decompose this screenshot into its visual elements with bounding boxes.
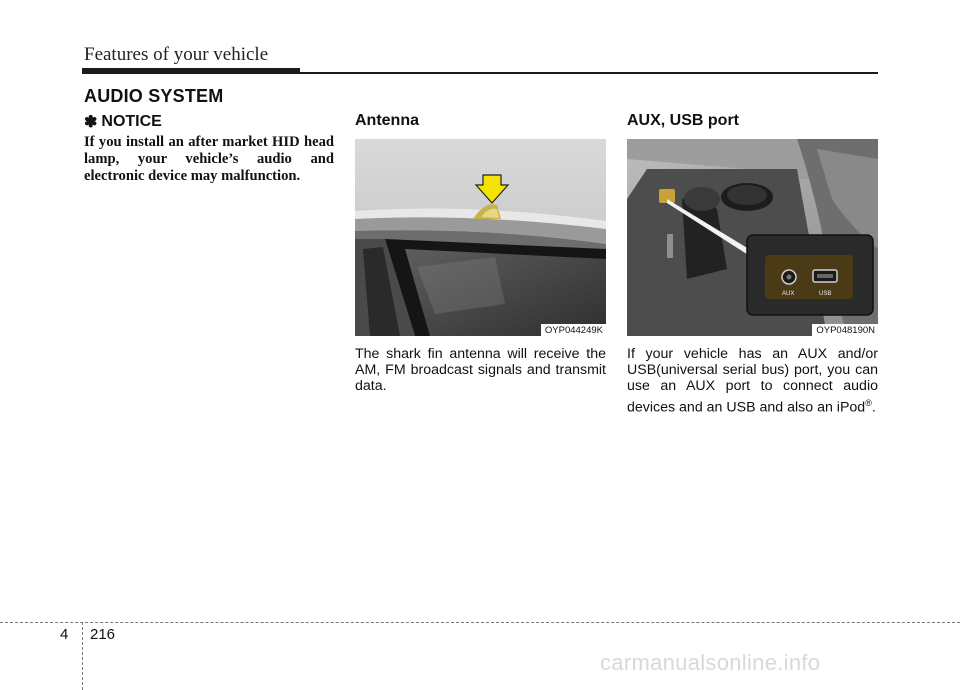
header-rule-thin	[300, 72, 878, 74]
antenna-illustration	[355, 139, 606, 336]
chapter-number: 4	[60, 626, 69, 643]
aux-usb-body-end: .	[871, 399, 876, 416]
header-rule-thick	[82, 68, 300, 74]
antenna-body: The shark fin antenna will receive the AM, FM broadcast signals and transmit data.	[355, 346, 606, 395]
aux-port-label: AUX	[782, 291, 795, 297]
aux-usb-figure	[627, 139, 878, 336]
aux-usb-title: AUX, USB port	[627, 112, 739, 129]
aux-usb-figure-code: OYP048190N	[812, 324, 878, 336]
footer-rule	[0, 622, 960, 624]
usb-port-label: USB	[819, 291, 832, 297]
antenna-figure-code: OYP044249K	[541, 324, 606, 336]
notice-body: If you install an after market HID head lamp, your vehicle’s audio and electronic device may malfunction.	[84, 134, 334, 184]
aux-usb-body	[627, 346, 878, 416]
antenna-title: Antenna	[355, 112, 419, 129]
notice-heading-text: NOTICE	[101, 113, 162, 130]
page-number: 216	[90, 626, 116, 643]
aux-usb-body-text: If your vehicle has an AUX and/or USB(universal serial bus) port, you can use an AUX port to connect audio devices and an USB and also an iPod	[627, 346, 878, 416]
section-title: AUDIO SYSTEM	[84, 86, 224, 106]
registered-mark: ®	[865, 397, 872, 408]
console-illustration	[627, 139, 878, 336]
watermark: carmanualsonline.info	[600, 650, 821, 675]
antenna-figure	[355, 139, 606, 336]
footer-divider	[82, 622, 84, 690]
notice-icon: ✽	[84, 114, 98, 131]
page-header-title: Features of your vehicle	[84, 44, 269, 65]
notice-heading	[84, 112, 162, 132]
